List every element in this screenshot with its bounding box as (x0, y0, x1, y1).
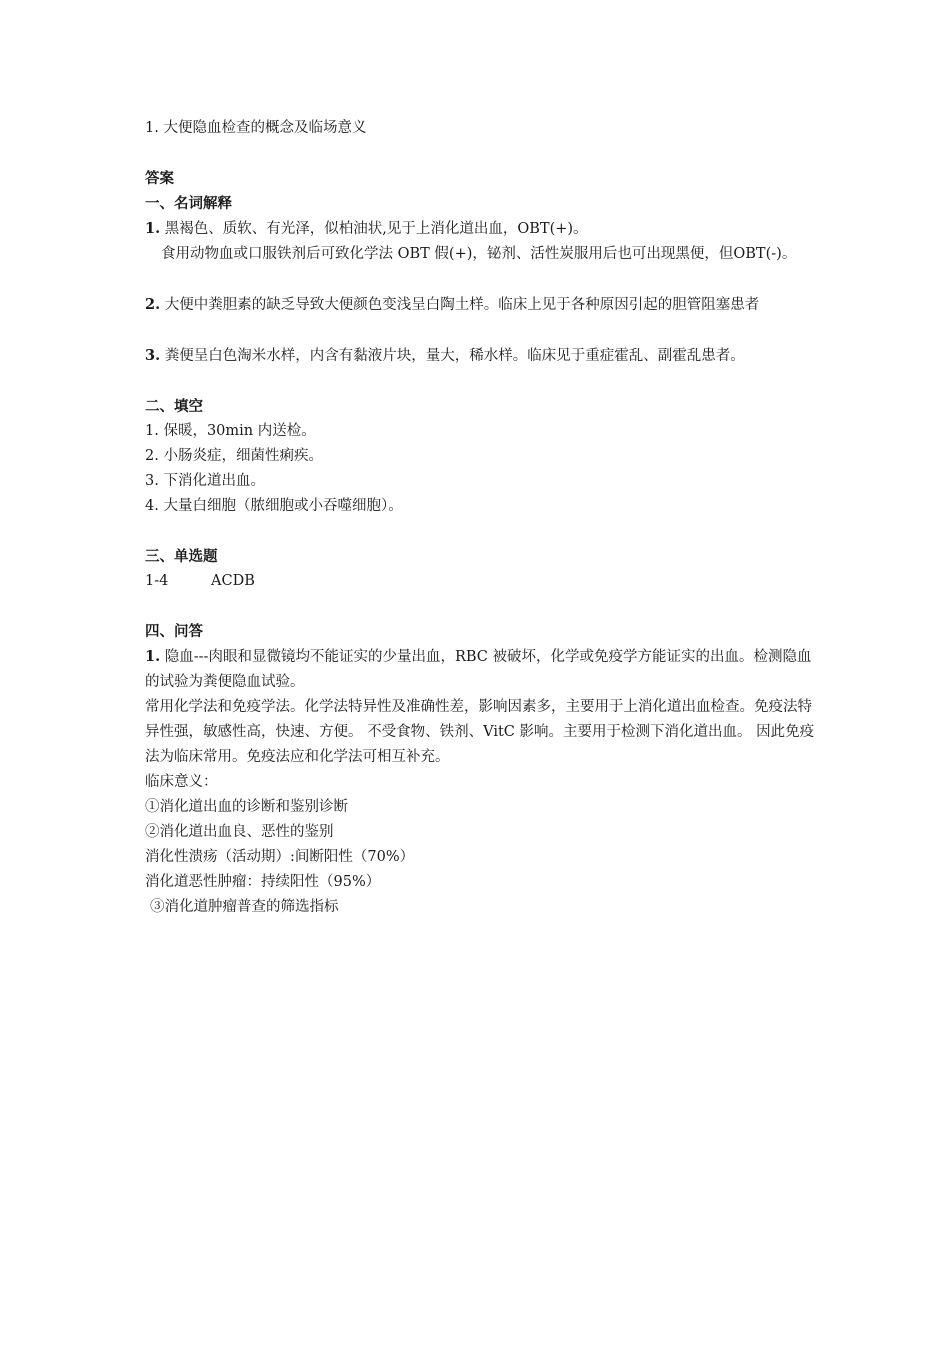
spacer (145, 141, 815, 166)
document-page (145, 116, 815, 920)
spacer (145, 519, 815, 544)
answer-letters: ACDB (211, 573, 255, 589)
clinical-point-2: ②消化道出血良、恶性的鉴别 (145, 824, 334, 840)
fill-answer-4: 4. 大量白细胞（脓细胞或小吞噬细胞）。 (145, 498, 403, 514)
section-1-title: 一、名词解释 (145, 195, 232, 212)
section-1-item-1-continuation: 食用动物血或口服铁剂后可致化学法 OBT 假(+)，铋剂、活性炭服用后也可出现黑便，但OBT(-)。 (161, 246, 797, 262)
item-text: 黑褐色、质软、有光泽，似柏油状,见于上消化道出血，OBT(+)。 (160, 221, 588, 237)
fill-answer-1: 1. 保暖，30min 内送检。 (145, 423, 316, 439)
qa-paragraph-2: 常用化学法和免疫学法。化学法特异性及准确性差，影响因素多，主要用于上消化道出血检查。免疫法特异性强，敏感性高，快速、方便。 不受食物、铁剂、VitC 影响。主要用于检测下消化道出血。 因此免疫法为临床常用。免疫法应和化学法可相互补充。 (145, 699, 815, 765)
fill-answer-2: 2. 小肠炎症，细菌性痢疾。 (145, 448, 323, 464)
section-2-title: 二、填空 (145, 398, 203, 415)
clinical-significance-label: 临床意义： (145, 774, 218, 790)
question-1: 1. 大便隐血检查的概念及临场意义 (145, 120, 367, 136)
spacer (145, 369, 815, 394)
question-range: 1-4 (145, 573, 169, 589)
section-4-title: 四、问答 (145, 623, 203, 640)
qa-paragraph-1 (145, 644, 815, 695)
clinical-point-4: 消化道恶性肿瘤：持续阳性（95%） (145, 874, 381, 890)
item-number: 3. (145, 347, 161, 364)
section-1-item-3 (145, 343, 815, 369)
item-number: 2. (145, 296, 161, 313)
section-1-item-2 (145, 292, 815, 318)
item-text: 粪便呈白色淘米水样，内含有黏液片块，量大，稀水样。临床见于重症霍乱、副霍乱患者。 (160, 348, 745, 364)
item-number: 1. (145, 648, 161, 665)
answer-title: 答案 (145, 170, 174, 187)
single-choice-answers (145, 569, 815, 594)
clinical-point-3: 消化性溃疡（活动期）:间断阳性（70%） (145, 849, 415, 865)
item-number: 1. (145, 220, 161, 237)
item-text: 隐血---肉眼和显微镜均不能证实的少量出血，RBC 被破坏，化学或免疫学方能证实的出血。检测隐血的试验为粪便隐血试验。 (145, 649, 812, 690)
section-3-title: 三、单选题 (145, 548, 218, 565)
fill-answer-3: 3. 下消化道出血。 (145, 473, 265, 489)
spacer (145, 594, 815, 619)
clinical-point-5: ③消化道肿瘤普查的筛选指标 (150, 899, 339, 915)
item-text: 大便中粪胆素的缺乏导致大便颜色变浅呈白陶土样。临床上见于各种原因引起的胆管阻塞患者 (160, 297, 760, 313)
spacer (145, 318, 815, 343)
spacer (145, 267, 815, 292)
clinical-point-1: ①消化道出血的诊断和鉴别诊断 (145, 799, 348, 815)
section-1-item-1 (145, 216, 815, 242)
